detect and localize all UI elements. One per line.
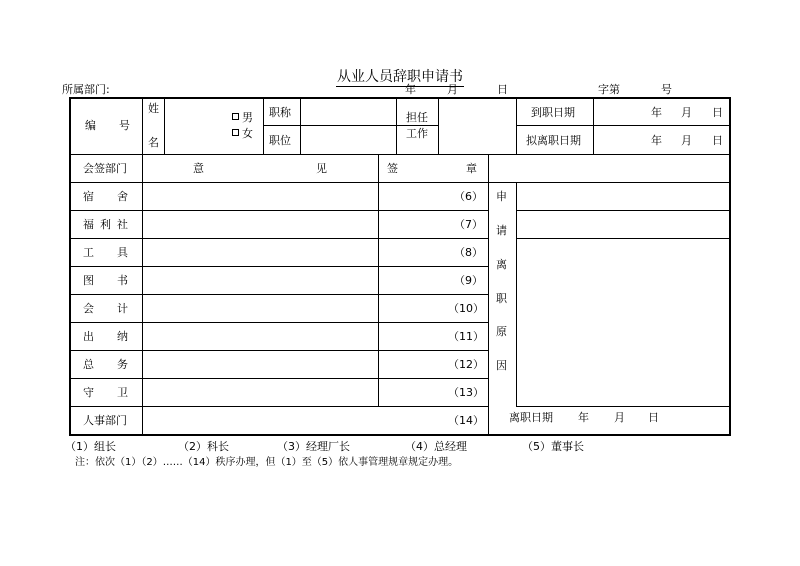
row-line bbox=[70, 378, 488, 379]
nizhi-month: 月 bbox=[681, 134, 692, 147]
zhicheng-label: 职称 bbox=[269, 106, 291, 119]
row-line bbox=[70, 322, 488, 323]
gongzuo-label: 工作 bbox=[406, 127, 428, 140]
daozhi-day: 日 bbox=[712, 106, 723, 119]
danren-label: 担任 bbox=[406, 111, 428, 124]
row-dept-char: 工 bbox=[83, 246, 94, 259]
row-dept-char: 卫 bbox=[117, 386, 128, 399]
row-dept-char: 社 bbox=[117, 218, 128, 231]
row-dept-char: 书 bbox=[117, 274, 128, 287]
reason-char: 职 bbox=[496, 292, 507, 305]
leave-date-year: 年 bbox=[578, 411, 589, 424]
row-line bbox=[70, 350, 488, 351]
row-dept-char: 守 bbox=[83, 386, 94, 399]
row-line bbox=[70, 238, 488, 239]
border-right bbox=[729, 97, 731, 436]
reason-char: 因 bbox=[496, 359, 507, 372]
col-jian-header: 见 bbox=[316, 162, 327, 175]
row-line bbox=[70, 406, 488, 407]
vline bbox=[396, 98, 397, 154]
form-title-text: 从业人员辞职申请书 bbox=[337, 69, 463, 85]
reason-char: 原 bbox=[496, 325, 507, 338]
header-zi-di: 字第 bbox=[598, 83, 620, 96]
row-number: （8） bbox=[454, 246, 483, 259]
vline bbox=[142, 98, 143, 154]
col-yi-header: 意 bbox=[193, 162, 204, 175]
row-dept-char: 图 bbox=[83, 274, 94, 287]
border-bottom bbox=[70, 434, 731, 436]
leave-date-label: 离职日期 bbox=[509, 411, 553, 424]
row-number: （6） bbox=[454, 190, 483, 203]
right-line bbox=[516, 210, 730, 211]
leave-date-month: 月 bbox=[614, 411, 625, 424]
right-line bbox=[516, 406, 730, 407]
daozhi-year: 年 bbox=[651, 106, 662, 119]
reason-char: 离 bbox=[496, 258, 507, 271]
male-checkbox[interactable] bbox=[232, 113, 239, 120]
row-dept-char: 利 bbox=[100, 218, 111, 231]
footer-role: （5）董事长 bbox=[522, 440, 584, 453]
col-qian-header: 签 bbox=[387, 162, 398, 175]
row-number: （14） bbox=[448, 414, 484, 427]
row-number: （12） bbox=[448, 358, 484, 371]
daozhi-label: 到职日期 bbox=[531, 106, 575, 119]
row-number: （13） bbox=[448, 386, 484, 399]
border-top bbox=[70, 97, 731, 99]
vline bbox=[438, 98, 439, 154]
nizhi-day: 日 bbox=[712, 134, 723, 147]
vline bbox=[300, 98, 301, 154]
vline bbox=[164, 98, 165, 154]
vline bbox=[488, 154, 489, 435]
bianhao-label: 编 号 bbox=[85, 119, 136, 132]
nizhi-label: 拟离职日期 bbox=[526, 134, 581, 147]
female-label: 女 bbox=[242, 127, 253, 140]
row-dept-char: 务 bbox=[117, 358, 128, 371]
footer-role: （1）组长 bbox=[65, 440, 116, 453]
row-dept-name: 人事部门 bbox=[83, 414, 127, 427]
header-hao: 号 bbox=[661, 83, 672, 96]
row-dept-char: 总 bbox=[83, 358, 94, 371]
header-day: 日 bbox=[497, 83, 508, 96]
row-dept-char: 出 bbox=[83, 330, 94, 343]
reason-char: 请 bbox=[496, 224, 507, 237]
daozhi-month: 月 bbox=[681, 106, 692, 119]
line-header-bottom bbox=[70, 182, 730, 183]
right-line bbox=[516, 238, 730, 239]
footer-note: 注：依次（1）（2）……（14）秩序办理，但（1）至（5）依人事管理规章规定办理。 bbox=[75, 457, 459, 468]
header-month: 月 bbox=[447, 83, 458, 96]
leave-date-day: 日 bbox=[648, 411, 659, 424]
form-title bbox=[0, 66, 800, 86]
nizhi-year: 年 bbox=[651, 134, 662, 147]
reason-char: 申 bbox=[496, 190, 507, 203]
footer-role: （3）经理厂长 bbox=[277, 440, 350, 453]
col-dept-header: 会签部门 bbox=[83, 162, 127, 175]
footer-role: （2）科长 bbox=[178, 440, 229, 453]
zhiwei-label: 职位 bbox=[269, 134, 291, 147]
vline bbox=[142, 154, 143, 435]
row-line bbox=[70, 210, 488, 211]
row-dept-char: 纳 bbox=[117, 330, 128, 343]
row-dept-char: 计 bbox=[117, 302, 128, 315]
header-year: 年 bbox=[405, 83, 416, 96]
vline bbox=[593, 98, 594, 154]
row-number: （7） bbox=[454, 218, 483, 231]
line-top-mid bbox=[263, 125, 438, 126]
row-dept-char: 宿 bbox=[83, 190, 94, 203]
female-checkbox[interactable] bbox=[232, 129, 239, 136]
line-top-right bbox=[516, 125, 730, 126]
footer-role: （4）总经理 bbox=[405, 440, 467, 453]
row-line bbox=[70, 266, 488, 267]
row-dept-char: 舍 bbox=[117, 190, 128, 203]
row-number: （11） bbox=[448, 330, 484, 343]
row-number: （10） bbox=[448, 302, 484, 315]
line-header-top bbox=[70, 154, 730, 155]
vline bbox=[516, 182, 517, 407]
vline bbox=[516, 98, 517, 154]
row-dept-char: 会 bbox=[83, 302, 94, 315]
col-zhang-header: 章 bbox=[466, 162, 477, 175]
row-line bbox=[70, 294, 488, 295]
row-dept-char: 福 bbox=[83, 218, 94, 231]
vline bbox=[263, 98, 264, 154]
female-option[interactable] bbox=[232, 128, 253, 139]
row-dept-char: 具 bbox=[117, 246, 128, 259]
male-label: 男 bbox=[242, 111, 253, 124]
male-option[interactable] bbox=[232, 112, 253, 123]
ming-label: 名 bbox=[148, 136, 159, 149]
row-number: （9） bbox=[454, 274, 483, 287]
dept-label: 所属部门: bbox=[62, 83, 110, 96]
xing-label: 姓 bbox=[148, 102, 159, 115]
vline bbox=[378, 154, 379, 407]
